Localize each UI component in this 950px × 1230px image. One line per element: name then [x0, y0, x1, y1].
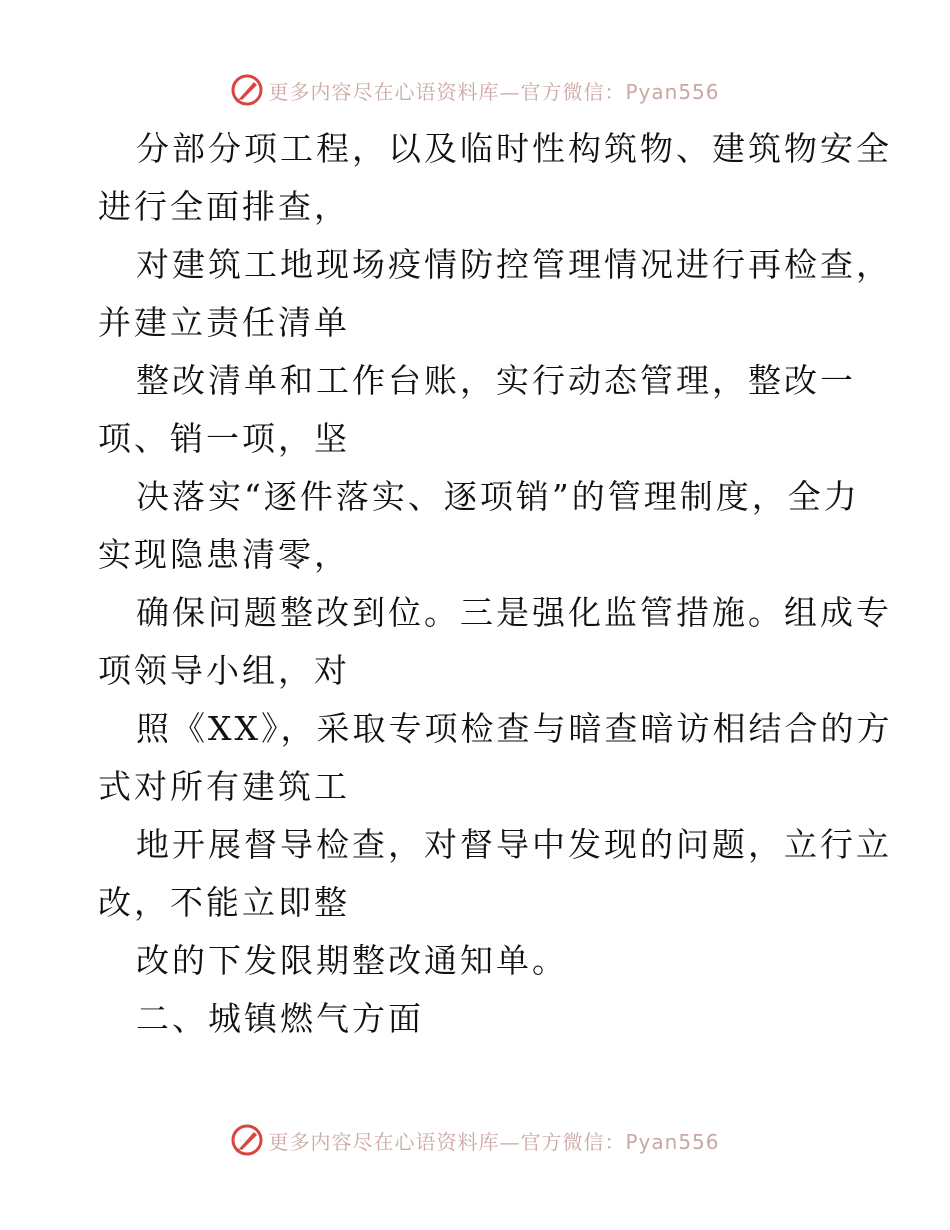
document-body — [98, 120, 893, 1048]
paragraph — [98, 816, 892, 932]
paragraph-line: 决落实“逐件落实、逐项销”的管理制度，全力 — [136, 477, 860, 516]
footer-watermark — [0, 1120, 950, 1160]
paragraph-line: 整改清单和工作台账，实行动态管理，整改一 — [136, 361, 856, 400]
paragraph — [98, 352, 868, 468]
header-watermark — [0, 70, 950, 110]
paragraph — [98, 236, 892, 352]
paragraph — [98, 584, 892, 700]
paragraph-line: 改的下发限期整改通知单。 — [136, 941, 568, 980]
paragraph — [98, 932, 868, 990]
paragraph-line: 项、销一项，坚 — [98, 419, 350, 458]
paragraph-line: 地开展督导检查，对督导中发现的问题，立行立 — [136, 825, 892, 864]
quill-logo-icon — [230, 73, 264, 107]
watermark-text: 更多内容尽在心语资料库—官方微信：Pyan556 — [268, 79, 720, 104]
paragraph-line: 改，不能立即整 — [98, 883, 350, 922]
paragraph — [98, 120, 892, 236]
quill-logo-icon — [230, 1123, 264, 1157]
paragraph-line: 项领导小组，对 — [98, 651, 350, 690]
paragraph-line: 对建筑工地现场疫情防控管理情况进行再检查， — [136, 245, 892, 284]
section-heading — [98, 990, 868, 1048]
section-heading-text: 二、城镇燃气方面 — [136, 999, 424, 1038]
paragraph — [98, 468, 868, 584]
paragraph — [98, 700, 893, 816]
paragraph-line: 实现隐患清零， — [98, 535, 350, 574]
paragraph-line: 式对所有建筑工 — [98, 767, 350, 806]
paragraph-line: 并建立责任清单 — [98, 303, 350, 342]
paragraph-line: 照《XX》，采取专项检查与暗查暗访相结合的方 — [136, 709, 893, 748]
paragraph-line: 确保问题整改到位。三是强化监管措施。组成专 — [136, 593, 892, 632]
paragraph-line: 进行全面排查， — [98, 187, 350, 226]
paragraph-line: 分部分项工程，以及临时性构筑物、建筑物安全 — [136, 129, 892, 168]
watermark-text: 更多内容尽在心语资料库—官方微信：Pyan556 — [268, 1129, 720, 1154]
